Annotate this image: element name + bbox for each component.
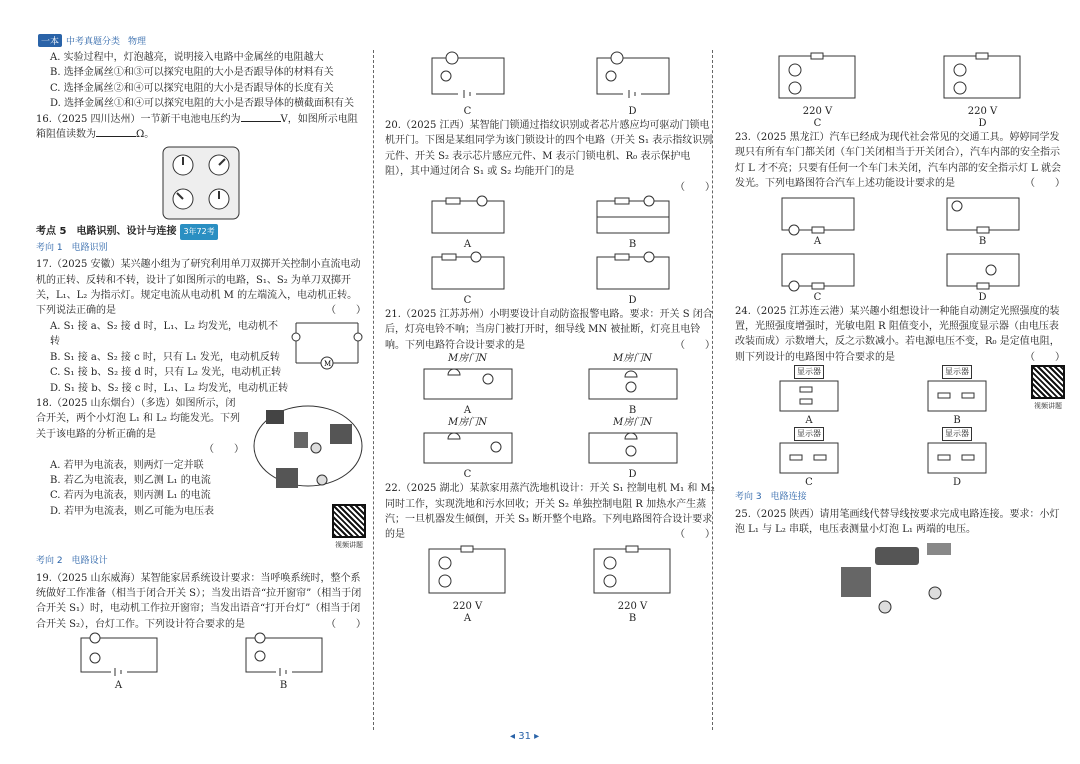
option-label: A (805, 415, 813, 427)
option-label: C (463, 106, 472, 117)
column-1 (36, 50, 366, 692)
column-divider (373, 50, 374, 730)
q24-options-grid (735, 365, 1031, 489)
circuit-diagram-icon (426, 195, 510, 239)
circuit-diagram-icon (588, 543, 678, 601)
option-label: D (628, 106, 637, 117)
answer-paren[interactable]: （ ） (675, 181, 715, 193)
option-text: B. 若乙为电流表，则乙测 L₁ 的电流 (50, 474, 211, 486)
room-label: M房门N (613, 353, 652, 365)
qr-code[interactable] (1031, 365, 1065, 414)
display-box: 显示器 (794, 365, 824, 379)
option-text: B. S₁ 接 a、S₂ 接 c 时，只有 L₁ 发光，电动机反转 (50, 351, 280, 363)
room-label: M房门N (448, 417, 487, 429)
q24-option-a[interactable] (774, 365, 844, 427)
series-logo: 一本 (38, 34, 62, 47)
q22-options-row-2 (735, 50, 1065, 130)
circuit-diagram-icon (240, 632, 328, 680)
option-text: D. S₁ 接 b、S₂ 接 c 时，L₁、L₂ 均发光，电动机正转 (50, 382, 289, 394)
circuit-diagram-icon (938, 50, 1028, 106)
circuit-diagram-icon (591, 251, 675, 295)
answer-blank[interactable] (96, 127, 136, 137)
question-text: 18.（2025 山东烟台）（多选）如图所示，闭合开关，两个小灯泡 L₁ 和 L₂ 均能发光。下列关于该电路的分析正确的是 (36, 397, 241, 440)
q20-option-b[interactable] (591, 195, 675, 251)
option-label: D (978, 291, 987, 303)
question-text: 23.（2025 黑龙江）汽车已经成为现代社会常见的交通工具。婷婷同学发现只有所有车门都关闭（车门关闭相当于开关闭合），汽车内部的安全指示灯 L 才不亮；只要有任何一个车门未关闭，汽车内部的安全指示灯 L 就会发光。下列电路图符合汽车上述功能设计要求的是 (735, 132, 1061, 190)
column-3 (735, 50, 1065, 617)
subsection-heading: 考向 2 电路设计 (36, 556, 108, 567)
option-label: B (628, 239, 637, 251)
voltage-label: 220 V (452, 600, 483, 612)
answer-paren[interactable]: （ ） (1025, 178, 1065, 190)
q18-circuit-photo (246, 396, 366, 508)
option-label: B (953, 415, 961, 427)
resistance-box-icon (161, 145, 241, 221)
page-header (38, 34, 146, 47)
question-20 (385, 118, 715, 180)
answer-blank[interactable] (241, 112, 281, 122)
q23-option-b[interactable] (941, 192, 1025, 248)
question-25: 25.（2025 陕西）请用笔画线代替导线按要求完成电路连接。要求：小灯泡 L₁ 与 L₂ 串联，电压表测量小灯泡 L₁ 两端的电压。 (735, 508, 1060, 536)
circuit-diagram-icon (589, 50, 677, 106)
question-23 (735, 130, 1065, 192)
subsection-heading: 考向 1 电路识别 (36, 242, 108, 253)
q24-option-c[interactable] (774, 427, 844, 489)
display-box: 显示器 (942, 427, 972, 441)
option-label: C (463, 295, 472, 307)
q20-options-row-2 (385, 251, 715, 307)
answer-paren[interactable]: （ ） (326, 305, 366, 317)
option-text: A. 若甲为电流表，则两灯一定并联 (50, 459, 204, 471)
resistance-box-figure (36, 145, 366, 221)
option-label: A (463, 405, 472, 417)
circuit-diagram-icon (591, 195, 675, 239)
column-2 (385, 50, 715, 625)
room-label: M房门N (613, 417, 652, 429)
q19-option-a[interactable] (75, 632, 163, 692)
circuit-diagram-icon (583, 429, 683, 469)
q20-option-c[interactable] (426, 251, 510, 307)
q21-options-row-2 (385, 417, 715, 481)
option-text: A. 实验过程中，灯泡越亮，说明接入电路中金属丝的电阻越大 (50, 52, 324, 63)
option-label: B (628, 405, 637, 417)
q24-options-row-1 (735, 365, 1031, 427)
subsection-heading: 考向 3 电路连接 (735, 492, 807, 503)
circuit-diagram-icon (418, 429, 518, 469)
q21-option-b[interactable] (583, 353, 683, 417)
display-box: 显示器 (794, 427, 824, 441)
qr-caption: 视频讲题 (335, 540, 363, 549)
q22-option-a[interactable] (423, 543, 513, 625)
voltage-label: 220 V (802, 106, 833, 117)
option-label: D (628, 469, 637, 481)
question-19 (36, 571, 366, 633)
answer-paren[interactable]: （ ） (204, 444, 244, 456)
q17-circuit-diagram (290, 315, 364, 373)
section-title: 考点 5 电路识别、设计与连接 (36, 226, 177, 238)
circuit-diagram-icon (424, 50, 512, 106)
circuit-diagram-icon (941, 248, 1025, 292)
circuit-diagram-icon (773, 50, 863, 106)
option-label: C (805, 477, 813, 489)
q22-option-d[interactable] (938, 50, 1028, 130)
q21-options-row-1 (385, 353, 715, 417)
option-label: B (628, 612, 637, 624)
option-label: B (279, 680, 288, 692)
question-text: 24.（2025 江苏连云港）某兴趣小组想设计一种能自动测定光照强度的装置，光照强度增强时，光敏电阻 R 阻值变小，光照强度显示器（由电压表改装而成）示数增大，反之示数减小。若电源电压不变，R₀ 是定值电阻，则下列设计的电路图中符合要求的是 (735, 305, 1060, 363)
circuit-diagram-icon (922, 441, 992, 477)
question-18 (36, 396, 366, 553)
q23-option-c[interactable] (776, 248, 860, 304)
option-text: C. 选择金属丝②和④可以探究电阻的大小是否跟导体的长度有关 (50, 82, 334, 94)
option-label: A (463, 239, 472, 251)
q22-option-b[interactable] (588, 543, 678, 625)
option-label: C (813, 118, 822, 129)
q24-option-b[interactable] (922, 365, 992, 427)
q20-option-d[interactable] (591, 251, 675, 307)
question-text: 22.（2025 湖北）某款家用蒸汽洗地机设计：开关 S₁ 控制电机 M₁ 和 M₂ 同时工作，实现洗地和污水回收；开关 S₂ 单独控制电阻 R 加热水产生蒸汽；一旦机器发生倾倒，开关 S₃ 断开整个电路。下列电路图符合设计要求的是 (385, 483, 715, 541)
circuit-diagram-icon (418, 365, 518, 405)
qr-code[interactable] (332, 504, 366, 553)
option-label: A (463, 612, 472, 624)
q19-option-c[interactable] (424, 50, 512, 118)
svg-text:M: M (324, 359, 332, 368)
q21-option-a[interactable] (418, 353, 518, 417)
option-label: C (813, 291, 822, 303)
q23-option-a[interactable] (776, 192, 860, 248)
answer-paren[interactable]: （ ） (675, 339, 715, 351)
question-text: 16.（2025 四川达州）一节新干电池电压约为 (36, 113, 241, 125)
section-heading (36, 224, 366, 239)
question-text: V，如图所示电阻箱阻值读数为 (36, 113, 358, 141)
q19-option-b[interactable] (240, 632, 328, 692)
q24-options (735, 365, 1065, 489)
option-label: B (978, 235, 987, 247)
q17-options (36, 319, 366, 396)
circuit-diagram-icon (423, 543, 513, 601)
q20-options-row-1 (385, 195, 715, 251)
circuit-diagram-icon (426, 251, 510, 295)
question-24 (735, 304, 1065, 366)
circuit-diagram-icon (774, 441, 844, 477)
circuit-diagram-icon (776, 248, 860, 292)
voltage-label: 220 V (967, 106, 998, 117)
answer-paren[interactable]: （ ） (675, 529, 715, 541)
q19-options-row (36, 632, 366, 692)
circuit-diagram-icon (774, 379, 844, 415)
option-label: D (978, 118, 987, 129)
option-text: B. 选择金属丝①和③可以探究电阻的大小是否跟导体的材料有关 (50, 67, 334, 79)
q23-options-row-2 (735, 248, 1065, 304)
q19-options-row-2 (385, 50, 715, 118)
option-text: D. 若甲为电流表，则乙可能为电压表 (50, 505, 215, 517)
option-text: A. S₁ 接 a、S₂ 接 d 时，L₁、L₂ 均发光，电动机不转 (50, 320, 279, 348)
option-label: A (114, 680, 123, 692)
circuit-diagram-icon (941, 192, 1025, 236)
question-text: 21.（2025 江苏苏州）小明要设计自动防盗报警电路。要求：开关 S 闭合后，灯亮电铃不响；当房门被打开时，细导线 MN 被扯断，灯亮且电铃响。下列电路符合设计要求的是 (385, 309, 713, 351)
subject-label: 物理 (128, 37, 147, 47)
q21-option-c[interactable] (418, 417, 518, 481)
q23-option-d[interactable] (941, 248, 1025, 304)
q22-options-row (385, 543, 715, 625)
circuit-diagram-icon (75, 632, 163, 680)
qr-caption: 视频讲题 (1034, 402, 1062, 411)
voltage-label: 220 V (617, 600, 648, 612)
circuit-diagram-icon (583, 365, 683, 405)
q22-option-c[interactable] (773, 50, 863, 130)
series-title: 中考真题分类 (66, 37, 121, 47)
option-label: A (813, 235, 822, 247)
option-label: C (463, 469, 472, 481)
option-text: C. S₁ 接 b、S₂ 接 d 时，只有 L₂ 发光，电动机正转 (50, 367, 282, 379)
question-16 (36, 112, 366, 143)
room-label: M房门N (448, 353, 487, 365)
question-22 (385, 481, 715, 543)
question-17 (36, 257, 366, 319)
q24-option-d[interactable] (922, 427, 992, 489)
answer-paren[interactable]: （ ） (1025, 351, 1065, 363)
question-text: Ω。 (136, 129, 155, 141)
page-number-text: 31 (518, 731, 531, 742)
q19-option-d[interactable] (589, 50, 677, 118)
q21-option-d[interactable] (583, 417, 683, 481)
q25-figure (735, 537, 1065, 617)
page-number: ◂ 31 ▸ (510, 731, 540, 742)
q24-options-row-2 (735, 427, 1031, 489)
frequency-tag: 3年72考 (180, 224, 217, 239)
option-label: D (628, 295, 637, 307)
circuit-diagram-icon (922, 379, 992, 415)
question-text: 20.（2025 江西）某智能门锁通过指纹识别或者芯片感应均可驱动门锁电机开门。下图是某组同学为该门锁设计的四个电路（开关 S₁ 表示指纹识别元件、开关 S₂ 表示芯片感应元件、M 表示门锁电机、R₀ 表示保护电阻），其中通过闭合 S₁ 或 S₂ 均能开门的是 (385, 120, 713, 178)
option-label: D (952, 477, 962, 489)
option-text: C. 若丙为电流表，则丙测 L₁ 的电流 (50, 490, 211, 502)
question-text: 19.（2025 山东威海）某智能家居系统设计要求：当呼唤系统时，整个系统做好工作准备（相当于闭合开关 S）；当发出语音“拉开窗帘”（相当于闭合开关 S₁）时，电动机工作拉开窗帘；当发出语音“打开台灯”（相当于闭合开关 S₂），台灯工作。下列设计符合要求的是 (36, 572, 362, 630)
circuit-components-illustration (835, 537, 965, 617)
circuit-diagram-icon (776, 192, 860, 236)
question-21 (385, 307, 715, 353)
answer-paren[interactable]: （ ） (326, 618, 366, 630)
option-text: D. 选择金属丝①和④可以探究电阻的大小是否跟导体的横截面积有关 (50, 98, 355, 110)
q23-options-row-1 (735, 192, 1065, 248)
q20-option-a[interactable] (426, 195, 510, 251)
display-box: 显示器 (942, 365, 972, 379)
question-text: 17.（2025 安徽）某兴趣小组为了研究利用单刀双掷开关控制小直流电动机的正转、反转和不转，设计了如图所示的电路，S₁、S₂ 为单刀双掷开关，L₁、L₂ 为指示灯。规定电流从电动机 M 的左端流入，电动机正转。下列说法正确的是 (36, 259, 361, 317)
